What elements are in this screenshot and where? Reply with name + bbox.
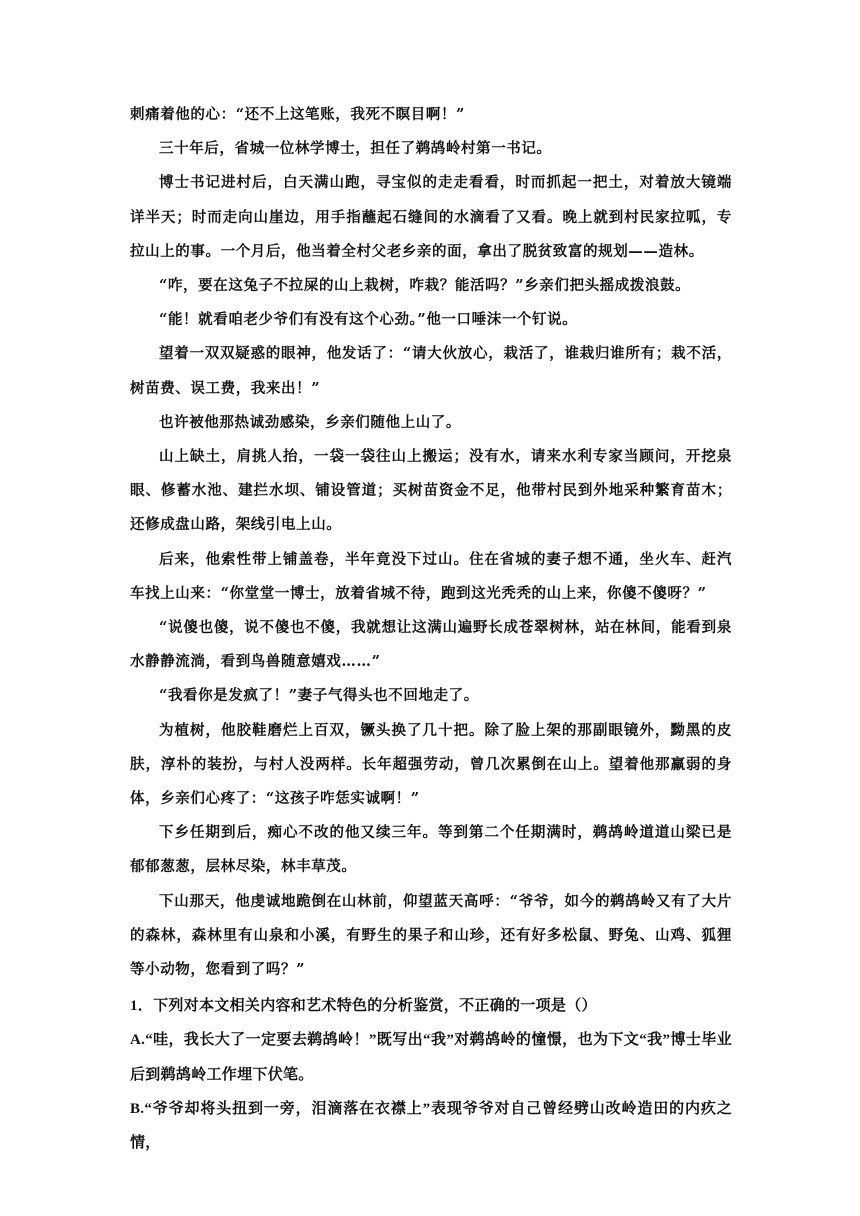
option-label: A. [130,1032,146,1049]
paragraph: 三十年后，省城一位林学博士，担任了鹈鸪岭村第一书记。 [159,140,552,158]
question-block [130,989,732,1160]
paragraph: 后来，他索性带上铺盖卷，半年竟没下过山。住在省城的妻子想不通，坐火车、赶汽车找上山来：“你堂堂一博士，放着省城不待，跑到这光秃秃的山上来，你傻不傻呀？” [130,550,732,602]
question-stem: 1．下列对本文相关内容和艺术特色的分析鉴赏，不正确的一项是（） [130,998,597,1015]
paragraph: 博士书记进村后，白天满山跑，寻宝似的走走看看，时而抓起一把土，对着放大镜端详半天；时而走向山崖边，用手指蘸起石缝间的水滴看了又看。晚上就到村民家拉呱，专拉山上的事。一个月后，他当着全村父老乡亲的面，拿出了脱贫致富的规划——造林。 [130,174,732,260]
paragraph: 下山那天，他虔诚地跪倒在山林前，仰望蓝天高呼：“爷爷，如今的鹈鸪岭又有了大片的森林，森林里有山泉和小溪，有野生的果子和山珍，还有好多松鼠、野兔、山鸡、狐狸等小动物，您看到了吗？” [130,892,732,979]
paragraph: 为植树，他胶鞋磨烂上百双，镢头换了几十把。除了脸上架的那副眼镜外，黝黑的皮肤，淳朴的装扮，与村人没两样。长年超强劳动，曾几次累倒在山上。望着他那羸弱的身体，乡亲们心疼了：“这孩子咋恁实诚啊！” [130,721,732,808]
paragraph: 也许被他那热诚劲感染，乡亲们随他上山了。 [159,413,461,431]
paragraph: 山上缺土，肩挑人抬，一袋一袋往山上搬运；没有水，请来水利专家当顾问，开挖泉眼、修蓄水池、建拦水坝、铺设管道；买树苗资金不足，他带村民到外地采种繁育苗木；还修成盘山路，架线引电上山。 [130,448,732,534]
document-page [130,98,732,1160]
paragraph: 刺痛着他的心：“还不上这笔账，我死不瞑目啊！” [130,106,465,123]
option-text: “爷爷却将头扭到一旁，泪滴落在衣襟上”表现爷爷对自己曾经劈山改岭造田的内疚之情， [130,1100,732,1152]
paragraph: “我看你是发疯了！”妻子气得头也不回地走了。 [159,687,479,705]
question-option-a [130,1023,732,1091]
paragraph: “能！就看咱老少爷们有没有这个心劲。”他一口唾沫一个钉说。 [159,311,578,329]
paragraph: 下乡任期到后，痴心不改的他又续三年。等到第二个任期满时，鹈鸪岭道道山梁已是郁郁葱葱，层林尽染，林丰草茂。 [130,824,732,876]
paragraph: “咋，要在这兔子不拉屎的山上栽树，咋栽？能活吗？”乡亲们把头摇成拨浪鼓。 [159,277,691,295]
story-body [130,98,732,987]
question-option-b [130,1092,732,1160]
paragraph: 望着一双双疑惑的眼神，他发话了：“请大伙放心，栽活了，谁栽归谁所有；栽不活，树苗费、误工费，我来出！” [130,345,732,397]
paragraph: “说傻也傻，说不傻也不傻，我就想让这满山遍野长成苍翠树林，站在林间，能看到泉水静静流淌，看到鸟兽随意嬉戏……” [130,619,732,671]
option-label: B. [130,1100,145,1117]
option-text: “哇，我长大了一定要去鹈鸪岭！”既写出“我”对鹈鸪岭的憧憬，也为下文“我”博士毕业后到鹈鸪岭工作埋下伏笔。 [130,1032,732,1083]
